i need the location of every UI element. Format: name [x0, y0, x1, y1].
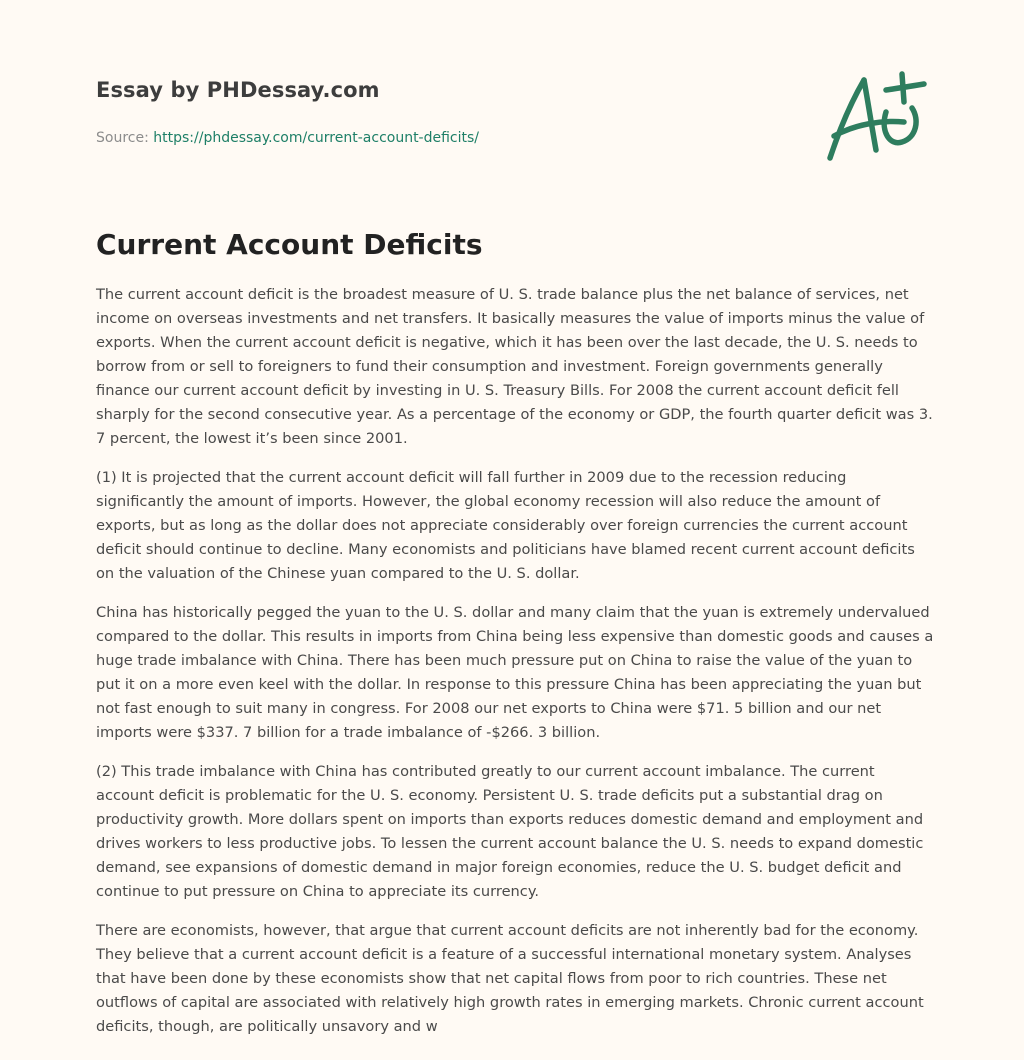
- paragraph: China has historically pegged the yuan to the U. S. dollar and many claim that the yuan is extremely undervalued compared to the dollar. This results in imports from China being less expensive than domestic goods and causes a huge trade imbalance with China. There has been much pressure put on China to raise the value of the yuan to put it on a more even keel with the dollar. In response to this pressure China has been appreciating the yuan but not fast enough to suit many in congress. For 2008 our net exports to China were $71. 5 billion and our net imports were $337. 7 billion for a trade imbalance of -$266. 3 billion.: [96, 604, 934, 741]
- article-body: [96, 283, 934, 1054]
- paragraph: (1) It is projected that the current account deficit will fall further in 2009 due to the recession reducing significantly the amount of imports. However, the global economy recession will also reduce the amount of exports, but as long as the dollar does not appreciate considerably over foreign currencies the current account deficit should continue to decline. Many economists and politicians have blamed recent current account deficits on the valuation of the Chinese yuan compared to the U. S. dollar.: [96, 469, 915, 582]
- source-label: Source:: [96, 130, 149, 146]
- source-line: [96, 128, 796, 148]
- article-title: Current Account Deficits: [96, 228, 483, 261]
- source-link[interactable]: https://phdessay.com/current-account-deficits/: [153, 130, 480, 146]
- paragraph: The current account deficit is the broadest measure of U. S. trade balance plus the net balance of services, net income on overseas investments and net transfers. It basically measures the value of imports minus the value of exports. When the current account deficit is negative, which it has been over the last decade, the U. S. needs to borrow from or sell to foreigners to fund their consumption and investment. Foreign governments generally finance our current account deficit by investing in U. S. Treasury Bills. For 2008 the current account deficit fell sharply for the second consecutive year. As a percentage of the economy or GDP, the fourth quarter deficit was 3. 7 percent, the lowest it’s been since 2001.: [96, 286, 933, 447]
- paragraph: There are economists, however, that argue that current account deficits are not inherently bad for the economy. They believe that a current account deficit is a feature of a successful international monetary system. Analyses that have been done by these economists show that net capital flows from poor to rich countries. These net outflows of capital are associated with relatively high growth rates in emerging markets. Chronic current account deficits, though, are politically unsavory and w: [96, 922, 924, 1035]
- essay-header: [96, 72, 796, 148]
- site-brand: Essay by PHDessay.com: [96, 78, 380, 102]
- a-plus-grade-icon: [820, 66, 930, 166]
- paragraph: (2) This trade imbalance with China has contributed greatly to our current account imbalance. The current account deficit is problematic for the U. S. economy. Persistent U. S. trade deficits put a substantial drag on productivity growth. More dollars spent on imports than exports reduces domestic demand and employment and drives workers to less productive jobs. To lessen the current account balance the U. S. needs to expand domestic demand, see expansions of domestic demand in major foreign economies, reduce the U. S. budget deficit and continue to put pressure on China to appreciate its currency.: [96, 763, 924, 900]
